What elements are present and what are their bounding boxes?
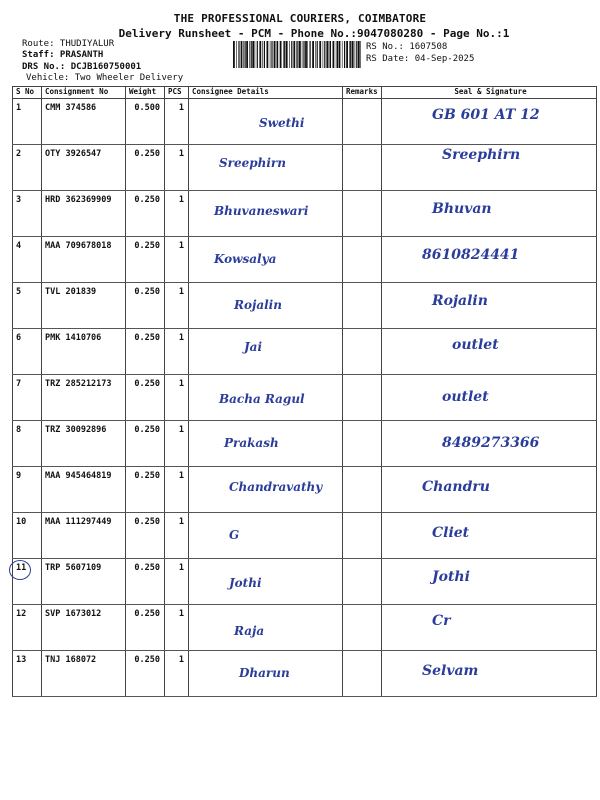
- remarks-cell: [343, 145, 382, 191]
- remarks-cell: [343, 421, 382, 467]
- remarks-cell: [343, 283, 382, 329]
- seal-signature-cell: [382, 283, 597, 329]
- column-header: PCS: [165, 87, 189, 99]
- weight-cell: 0.250: [126, 651, 165, 697]
- serial-number-cell: 11: [13, 559, 42, 605]
- pcs-cell: 1: [165, 421, 189, 467]
- serial-number-cell: 12: [13, 605, 42, 651]
- remarks-cell: [343, 467, 382, 513]
- consignee-details-cell: [189, 467, 343, 513]
- runsheet-subtitle: Delivery Runsheet - PCM - Phone No.:9047080280 - Page No.:1: [118, 27, 510, 40]
- weight-cell: 0.250: [126, 467, 165, 513]
- seal-signature-cell: [382, 191, 597, 237]
- consignment-number-cell: CMM 374586: [42, 99, 126, 145]
- pcs-cell: 1: [165, 605, 189, 651]
- consignment-number-cell: SVP 1673012: [42, 605, 126, 651]
- barcode-image: [233, 41, 361, 68]
- consignee-details-cell: [189, 513, 343, 559]
- handwritten-consignee: Rojalin: [234, 298, 282, 312]
- weight-cell: 0.250: [126, 329, 165, 375]
- column-header: Seal & Signature: [382, 87, 597, 99]
- handwritten-consignee: Kowsalya: [214, 252, 277, 266]
- table-row: [13, 605, 597, 651]
- handwritten-consignee: Jothi: [229, 576, 262, 590]
- pcs-cell: 1: [165, 375, 189, 421]
- consignment-number-cell: TVL 201839: [42, 283, 126, 329]
- remarks-cell: [343, 605, 382, 651]
- route-label: Route: THUDIYALUR: [22, 39, 115, 49]
- runsheet-table: [12, 86, 597, 697]
- table-row: [13, 99, 597, 145]
- consignee-details-cell: [189, 145, 343, 191]
- handwritten-signature: Bhuvan: [432, 201, 492, 217]
- weight-cell: 0.250: [126, 559, 165, 605]
- seal-signature-cell: [382, 237, 597, 283]
- consignment-number-cell: TRP 5607109: [42, 559, 126, 605]
- consignment-number-cell: MAA 945464819: [42, 467, 126, 513]
- consignee-details-cell: [189, 191, 343, 237]
- handwritten-signature: Cr: [432, 613, 451, 629]
- consignment-number-cell: TRZ 285212173: [42, 375, 126, 421]
- pcs-cell: 1: [165, 191, 189, 237]
- consignee-details-cell: [189, 329, 343, 375]
- weight-cell: 0.250: [126, 513, 165, 559]
- seal-signature-cell: [382, 467, 597, 513]
- remarks-cell: [343, 559, 382, 605]
- consignment-number-cell: TRZ 30092896: [42, 421, 126, 467]
- handwritten-consignee: Sreephirn: [219, 156, 286, 170]
- handwritten-signature: Selvam: [422, 663, 479, 679]
- pcs-cell: 1: [165, 559, 189, 605]
- column-header: Consignee Details: [189, 87, 343, 99]
- remarks-cell: [343, 375, 382, 421]
- remarks-cell: [343, 191, 382, 237]
- serial-number-cell: 8: [13, 421, 42, 467]
- table-row: [13, 283, 597, 329]
- handwritten-circle: [9, 560, 31, 580]
- weight-cell: 0.250: [126, 283, 165, 329]
- remarks-cell: [343, 99, 382, 145]
- pcs-cell: 1: [165, 99, 189, 145]
- consignee-details-cell: [189, 237, 343, 283]
- seal-signature-cell: [382, 99, 597, 145]
- pcs-cell: 1: [165, 651, 189, 697]
- handwritten-consignee: Bacha Ragul: [219, 392, 305, 406]
- consignee-details-cell: [189, 99, 343, 145]
- seal-signature-cell: [382, 329, 597, 375]
- handwritten-consignee: Prakash: [224, 436, 279, 450]
- consignee-details-cell: [189, 605, 343, 651]
- handwritten-consignee: Bhuvaneswari: [214, 204, 309, 218]
- serial-number-cell: 3: [13, 191, 42, 237]
- handwritten-consignee: Raja: [234, 624, 265, 638]
- seal-signature-cell: [382, 421, 597, 467]
- handwritten-signature: outlet: [442, 389, 489, 405]
- pcs-cell: 1: [165, 283, 189, 329]
- pcs-cell: 1: [165, 329, 189, 375]
- consignee-details-cell: [189, 375, 343, 421]
- handwritten-signature: outlet: [452, 337, 499, 353]
- handwritten-consignee: Dharun: [239, 666, 290, 680]
- seal-signature-cell: [382, 145, 597, 191]
- vehicle-label: Vehicle: Two Wheeler Delivery: [26, 73, 184, 83]
- serial-number-cell: 1: [13, 99, 42, 145]
- seal-signature-cell: [382, 605, 597, 651]
- serial-number-cell: 5: [13, 283, 42, 329]
- table-row: [13, 145, 597, 191]
- seal-signature-cell: [382, 513, 597, 559]
- table-row: [13, 237, 597, 283]
- serial-number-cell: 7: [13, 375, 42, 421]
- consignment-number-cell: MAA 111297449: [42, 513, 126, 559]
- table-row: [13, 467, 597, 513]
- handwritten-consignee: Swethi: [259, 116, 305, 130]
- consignee-details-cell: [189, 651, 343, 697]
- consignee-details-cell: [189, 421, 343, 467]
- consignee-details-cell: [189, 283, 343, 329]
- serial-number-cell: 4: [13, 237, 42, 283]
- column-header: Remarks: [343, 87, 382, 99]
- column-header: Consignment No: [42, 87, 126, 99]
- remarks-cell: [343, 329, 382, 375]
- company-title: THE PROFESSIONAL COURIERS, COIMBATORE: [173, 12, 427, 25]
- handwritten-signature: Sreephirn: [442, 147, 521, 163]
- consignment-number-cell: MAA 709678018: [42, 237, 126, 283]
- remarks-cell: [343, 513, 382, 559]
- drs-number: DRS No.: DCJB160750001: [22, 62, 142, 72]
- handwritten-signature: 8489273366: [442, 435, 540, 451]
- weight-cell: 0.500: [126, 99, 165, 145]
- remarks-cell: [343, 651, 382, 697]
- seal-signature-cell: [382, 559, 597, 605]
- staff-label: Staff: PRASANTH: [22, 50, 104, 60]
- handwritten-consignee: Jai: [244, 340, 263, 354]
- rs-date: RS Date: 04-Sep-2025: [366, 54, 475, 64]
- pcs-cell: 1: [165, 467, 189, 513]
- handwritten-signature: Jothi: [432, 569, 470, 585]
- column-header: S No: [13, 87, 42, 99]
- consignment-number-cell: HRD 362369909: [42, 191, 126, 237]
- serial-number-cell: 13: [13, 651, 42, 697]
- serial-number-cell: 10: [13, 513, 42, 559]
- handwritten-signature: GB 601 AT 12: [432, 107, 540, 123]
- consignment-number-cell: OTY 3926547: [42, 145, 126, 191]
- pcs-cell: 1: [165, 237, 189, 283]
- weight-cell: 0.250: [126, 605, 165, 651]
- seal-signature-cell: [382, 375, 597, 421]
- remarks-cell: [343, 237, 382, 283]
- serial-number-cell: 9: [13, 467, 42, 513]
- handwritten-signature: 8610824441: [422, 247, 520, 263]
- handwritten-signature: Rojalin: [432, 293, 488, 309]
- table-row: [13, 651, 597, 697]
- table-row: [13, 375, 597, 421]
- table-row: [13, 559, 597, 605]
- table-row: [13, 329, 597, 375]
- serial-number-cell: 6: [13, 329, 42, 375]
- table-header-row: [13, 87, 597, 99]
- weight-cell: 0.250: [126, 375, 165, 421]
- table-row: [13, 513, 597, 559]
- handwritten-signature: Cliet: [432, 525, 470, 541]
- column-header: Weight: [126, 87, 165, 99]
- pcs-cell: 1: [165, 145, 189, 191]
- table-row: [13, 421, 597, 467]
- handwritten-consignee: Chandravathy: [229, 480, 323, 494]
- handwritten-consignee: G: [229, 528, 240, 542]
- rs-number: RS No.: 1607508: [366, 42, 448, 52]
- consignment-number-cell: PMK 1410706: [42, 329, 126, 375]
- serial-number-cell: 2: [13, 145, 42, 191]
- table-row: [13, 191, 597, 237]
- weight-cell: 0.250: [126, 145, 165, 191]
- weight-cell: 0.250: [126, 237, 165, 283]
- handwritten-signature: Chandru: [422, 479, 490, 495]
- seal-signature-cell: [382, 651, 597, 697]
- pcs-cell: 1: [165, 513, 189, 559]
- weight-cell: 0.250: [126, 191, 165, 237]
- consignee-details-cell: [189, 559, 343, 605]
- consignment-number-cell: TNJ 168072: [42, 651, 126, 697]
- weight-cell: 0.250: [126, 421, 165, 467]
